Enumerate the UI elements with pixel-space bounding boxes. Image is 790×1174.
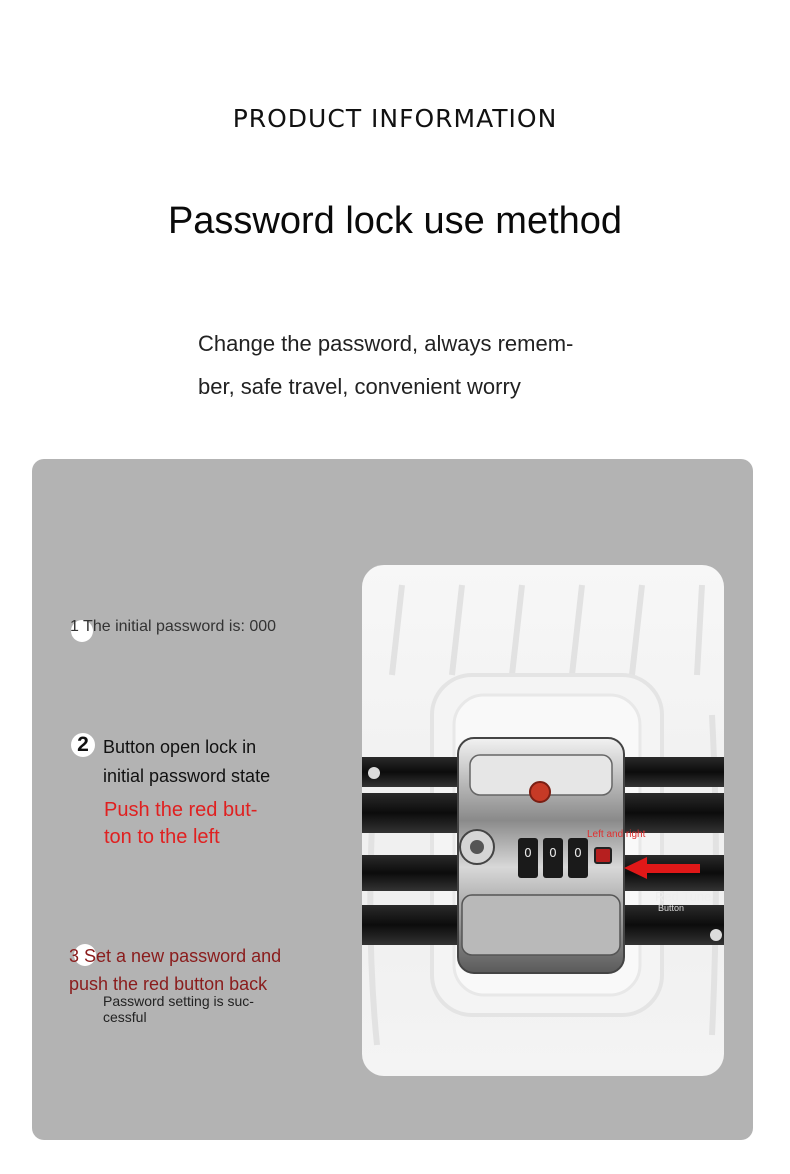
lock-photo <box>362 565 724 1076</box>
svg-text:0: 0 <box>549 846 557 860</box>
intro-line-2: ber, safe travel, convenient worry <box>198 374 521 399</box>
step-2-line-1: Button open lock in <box>103 737 257 757</box>
intro-text <box>198 322 638 408</box>
step-1-text: 1 The initial password is: 000 <box>70 618 277 635</box>
step-3-note-line-1: Password setting is suc- <box>103 993 254 1009</box>
svg-text:0: 0 <box>574 846 582 860</box>
step-3-line-2: push the red button back <box>69 974 268 994</box>
step-2-instruction-line-2: ton to the left <box>104 826 220 848</box>
page-title: Password lock use method <box>167 200 623 242</box>
step-3-text <box>69 942 281 998</box>
step-3-note <box>103 993 254 1025</box>
page-header-title: PRODUCT INFORMATION <box>232 104 558 133</box>
step-2-number: 2 <box>71 733 95 757</box>
step-3-line-1: 3 Set a new password and <box>69 946 282 966</box>
svg-text:0: 0 <box>524 846 532 860</box>
step-3-note-line-2: cessful <box>103 1009 147 1025</box>
step-2-text <box>103 733 270 791</box>
red-tune-label: Red Tune <box>655 889 712 904</box>
intro-line-1: Change the password, always remem- <box>198 331 574 356</box>
step-2-instruction-line-1: Push the red but- <box>104 799 258 821</box>
step-2-instruction <box>104 797 257 851</box>
step-2-line-2: initial password state <box>103 766 271 786</box>
button-label: Button <box>658 903 685 913</box>
left-and-right-label: Left and right <box>587 829 646 840</box>
lock-illustration <box>362 565 724 1076</box>
